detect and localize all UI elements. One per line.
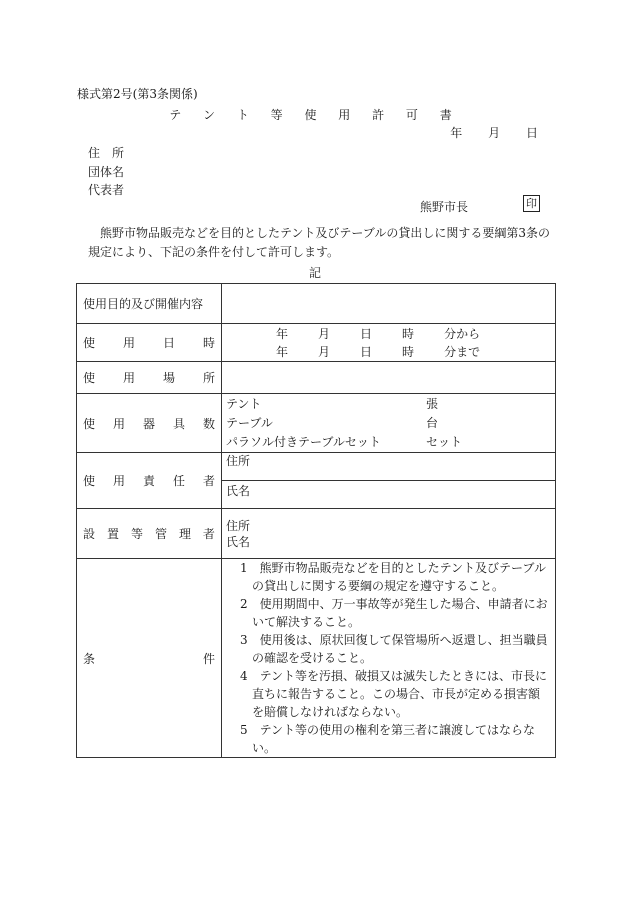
label-place: 使 用 場 所 (83, 371, 215, 385)
datetime-from: 年 月 日 時 分から (276, 326, 481, 341)
value-responsible (222, 453, 556, 509)
row-purpose (77, 284, 556, 324)
ki-heading: 記 (308, 266, 321, 280)
row-responsible (77, 453, 556, 509)
value-datetime (222, 324, 556, 362)
date-month: 月 (488, 126, 501, 140)
label-purpose: 使用目的及び開催内容 (77, 284, 222, 324)
row-equipment (77, 394, 556, 453)
date-day: 日 (525, 126, 538, 140)
applicant-representative-label: 代表者 (88, 183, 125, 197)
equipment-item: テーブル 台 (226, 415, 439, 430)
condition-item: 2 使用期間中、万一事故等が発生した場合、申請者において解決すること。 (240, 597, 548, 629)
responsible-name: 氏名 (226, 484, 251, 498)
manager-name: 氏名 (226, 534, 251, 549)
value-equipment (222, 394, 556, 453)
label-manager: 設 置 等 管 理 者 (83, 527, 215, 541)
condition-item: 1 熊野市物品販売などを目的としたテント及びテーブルの貸出しに関する要綱の規定を遵守すること。 (240, 561, 546, 593)
date-year: 年 (450, 126, 463, 140)
issuer-mayor: 熊野市長 (420, 200, 469, 214)
row-datetime (77, 324, 556, 362)
condition-item: 3 使用後は、原状回復して保管場所へ返還し、担当職員の確認を受けること。 (240, 633, 548, 665)
condition-item: 4 テント等を汚損、破損又は滅失したときには、市長に直ちに報告すること。この場合、市長が定める損害額を賠償しなければならない。 (240, 669, 548, 719)
row-place (77, 362, 556, 394)
label-responsible: 使 用 責 任 者 (83, 474, 215, 488)
label-conditions: 条 件 (83, 651, 215, 666)
value-purpose (222, 284, 556, 324)
form-number: 様式第2号(第3条関係) (77, 87, 198, 101)
label-equipment: 使 用 器 具 数 (83, 416, 215, 431)
datetime-to: 年 月 日 時 分まで (276, 344, 481, 359)
equipment-item: テント 張 (226, 396, 439, 411)
seal-mark: 印 (523, 195, 540, 212)
permit-table (76, 283, 556, 758)
permit-statement: 熊野市物品販売などを目的としたテント及びテーブルの貸出しに関する要綱第3条の規定により、下記の条件を付して許可します。 (88, 226, 550, 259)
applicant-group-label: 団体名 (88, 165, 125, 179)
issue-date (428, 124, 538, 141)
value-manager (222, 509, 556, 559)
label-datetime: 使 用 日 時 (83, 336, 215, 350)
condition-item: 5 テント等の使用の権利を第三者に譲渡してはならない。 (240, 723, 536, 755)
manager-address: 住所 (226, 518, 251, 533)
responsible-address: 住所 (222, 453, 555, 481)
equipment-item: パラソル付きテーブルセット セット (226, 434, 463, 449)
value-conditions (222, 559, 556, 758)
applicant-address-label: 住 所 (88, 146, 125, 160)
row-manager (77, 509, 556, 559)
value-place (222, 362, 556, 394)
row-conditions (77, 559, 556, 758)
document-title: テ ン ト 等 使 用 許 可 書 (169, 108, 461, 122)
